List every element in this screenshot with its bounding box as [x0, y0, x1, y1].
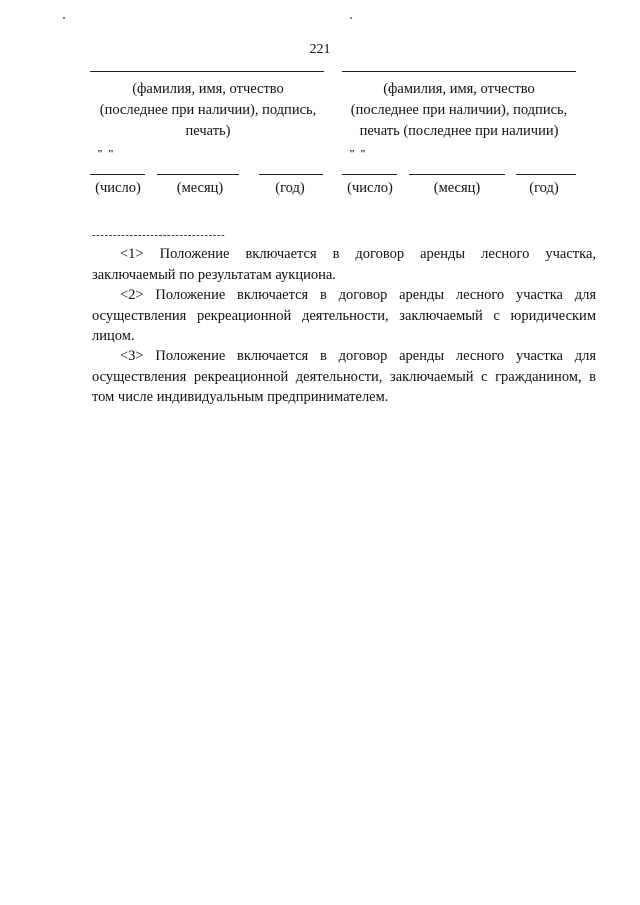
signature-caption — [330, 79, 588, 142]
caption-line: печать) — [185, 123, 231, 139]
day-label: (число) — [95, 180, 141, 196]
caption-line: (последнее при наличии), подпись, — [99, 102, 317, 118]
footnote-separator: -------------------------------- — [92, 229, 226, 241]
month-label: (месяц) — [176, 180, 224, 196]
month-label: (месяц) — [433, 180, 481, 196]
day-line — [342, 174, 397, 175]
footnote-text: Положение включается в договор аренды лесного участка для осуществления рекреационной деятельности, заключаемый с гражданином, в том числе индивидуальным предпринимателем. — [92, 348, 597, 405]
scan-speck — [350, 17, 352, 19]
footnote-text: Положение включается в договор аренды лесного участка для осуществления рекреационной деятельности, заключаемый с юридическим лицом. — [92, 287, 597, 344]
scan-speck — [63, 17, 65, 19]
footnote-1 — [92, 244, 596, 285]
signature-line — [90, 71, 324, 72]
footnote-marker: <3> — [120, 348, 144, 364]
year-label: (год) — [529, 180, 559, 196]
month-line — [409, 174, 505, 175]
date-quotes: " " — [349, 148, 367, 160]
page-number: 221 — [309, 42, 331, 57]
footnote-3 — [92, 346, 596, 408]
caption-line: (фамилия, имя, отчество — [132, 81, 284, 97]
footnote-marker: <1> — [120, 246, 144, 262]
day-line — [90, 174, 145, 175]
day-label: (число) — [347, 180, 393, 196]
caption-line: (последнее при наличии), подпись, — [350, 102, 568, 118]
year-line — [259, 174, 323, 175]
caption-line: печать (последнее при наличии) — [359, 123, 559, 139]
signature-line — [342, 71, 576, 72]
footnote-marker: <2> — [120, 287, 144, 303]
month-line — [157, 174, 239, 175]
date-quotes: " " — [97, 148, 115, 160]
caption-line: (фамилия, имя, отчество — [383, 81, 535, 97]
year-line — [516, 174, 576, 175]
footnote-2 — [92, 285, 596, 347]
footnote-text: Положение включается в договор аренды лесного участка, заключаемый по результатам аукциона. — [92, 246, 597, 283]
year-label: (год) — [275, 180, 305, 196]
signature-caption — [80, 79, 336, 142]
